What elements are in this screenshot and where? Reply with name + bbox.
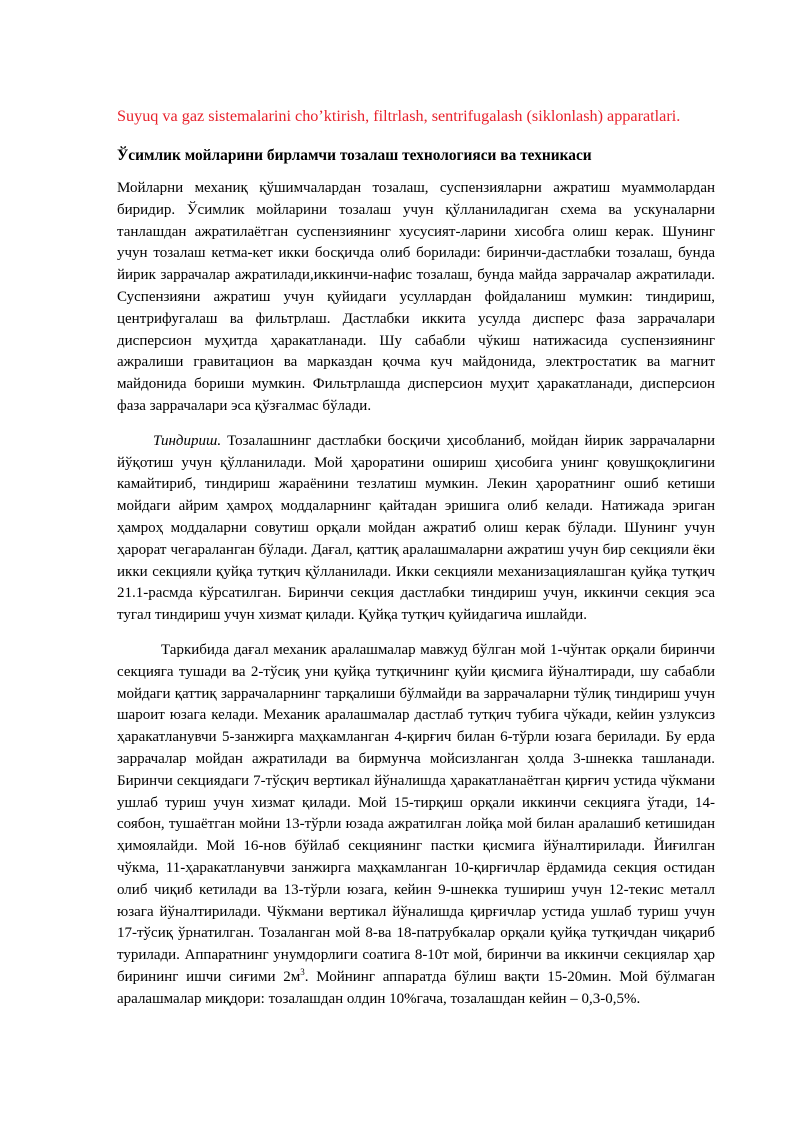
section-heading: Ўсимлик мойларини бирламчи тозалаш технологияси ва техникаси — [117, 147, 592, 164]
paragraph-apparatus — [117, 640, 715, 1011]
document-title: Suyuq va gaz sistemalarini cho’ktirish, filtrlash, sentrifugalash (siklonlash) apparatlari. — [117, 107, 681, 125]
cubic-superscript: 3 — [300, 966, 305, 977]
paragraph-intro: Мойларни механиқ қўшимчалардан тозалаш, суспензияларни ажратиш муаммолардан биридир. Ўсимлик мойларини тозалаш учун қўлланиладиган схема ва ускуналарни танлашдан ажратилаётган суспензиянинг хусусият-ларини хисобга олиш керак. Шунинг учун тозалаш кетма-кет икки босқичда олиб борилади: биринчи-дастлабки тозалаш, бунда йирик заррачалар ажратилади,иккинчи-нафис тозалаш, бунда майда заррачалар ажратилади. Суспензияни ажратиш учун қуйидаги усуллардан фойдаланиш мумкин: тиндириш, центрифугалаш ва фильтрлаш. Дастлабки иккита усулда дисперс фаза заррачалари дисперсион муҳитда ҳаракатланади. Шу сабабли чўкиш натижасида суспензиянинг ажралиши гравитацион ва марказдан қочма куч майдонида, электростатик ва магнит майдонида бориши мумкин. Фильтрлашда дисперсион муҳит ҳаракатланади, дисперсион фаза заррачалари эса қўзғалмас бўлади. — [117, 180, 715, 414]
settling-text: Тозалашнинг дастлабки босқичи ҳисобланиб, мойдан йирик заррачаларни йўқотиш учун қўлланилади. Мой ҳароратини ошириш ҳисобига унинг қовушқоқлигини камайтириб, тиндириш жараёнини тезлатиш мумкин. Лекин ҳароратнинг ошиб кетиши мойдаги айрим ҳамроҳ моддаларнинг қайтадан эришига олиб келади. Натижада эриган ҳамроҳ моддаларни совутиш орқали мойдан ажратиб олиш керак бўлади. Шунинг учун ҳарорат чегараланган бўлади. Дағал, қаттиқ аралашмаларни ажратиш учун бир секцияли ёки икки секцияли қуйқа тутқич қўлланилади. Икки секцияли механизациялашган қуйқа тутқич 21.1-расмда кўрсатилган. Биринчи секция дастлабки тиндириш учун, иккинчи секция эса тугал тиндириш учун хизмат қилади. Қуйқа тутқич қуйидагича ишлайди. — [117, 432, 715, 624]
apparatus-text: Таркибида дағал механик аралашмалар мавжуд бўлган мой 1-чўнтак орқали биринчи секцияга тушади ва 2-тўсиқ уни қуйқа тутқичнинг қуйи қисмига йўналтиради, шу сабабли мойдаги қаттиқ заррачаларнинг тарқалиши бўлмайди ва заррачаларни тўлиқ тиндириш учун шароит юзага келади. Механик аралашмалар дастлаб тутқич тубига чўкади, кейин узлуксиз ҳаракатланувчи 5-занжирга маҳкамланган 4-қирғич билан 6-тўрли юзага берилади. Бу ерда заррачалар мойдан ажратилади ва бирмунча мойсизланган ҳолда 3-шнекка ташланади. Биринчи секциядаги 7-тўсқич вертикал йўналишда ҳаракатланаётган қирғич устида чўкмани ушлаб туриш учун хизмат қилади. Мой 15-тирқиш орқали иккинчи секцияга ўтади, 14-соябон, тушаётган мойни 13-тўрли юзада ажратилган лойқа мой билан аралашиб кетишидан ҳимоялайди. Мой 16-нов бўйлаб секциянинг пастки қисмига йўналтирилади. Йиғилган чўкма, 11-ҳаракатланувчи занжирга маҳкамланган 10-қирғичлар ёрдамида секция остидан олиб чиқиб кетилади ва 13-тўрли юзага, кейин 9-шнекка тушириш учун 12-текис металл юзага йўналтирилади. Чўкмани вертикал йўналишда қирғичлар устида ушлаб туриш учун 17-тўсиқ ўрнатилган. Тозаланган мой 8-ва 18-патрубкалар орқали қуйқа тутқичдан чиқариб турилади. Аппаратнинг унумдорлиги соатига 8-10т мой, биринчи ва иккинчи секциялар ҳар бирининг ишчи сиғими 2м — [117, 641, 715, 985]
paragraph-settling — [117, 431, 715, 627]
apparatus-tail: . Мойнинг аппаратда бўлиш вақти 15-20мин. Мой бўлмаган аралашмалар миқдори: тозалашдан олдин 10%гача, тозалашдан кейин – 0,3-0,5%. — [117, 968, 715, 1007]
settling-term: Тиндириш. — [153, 432, 222, 449]
